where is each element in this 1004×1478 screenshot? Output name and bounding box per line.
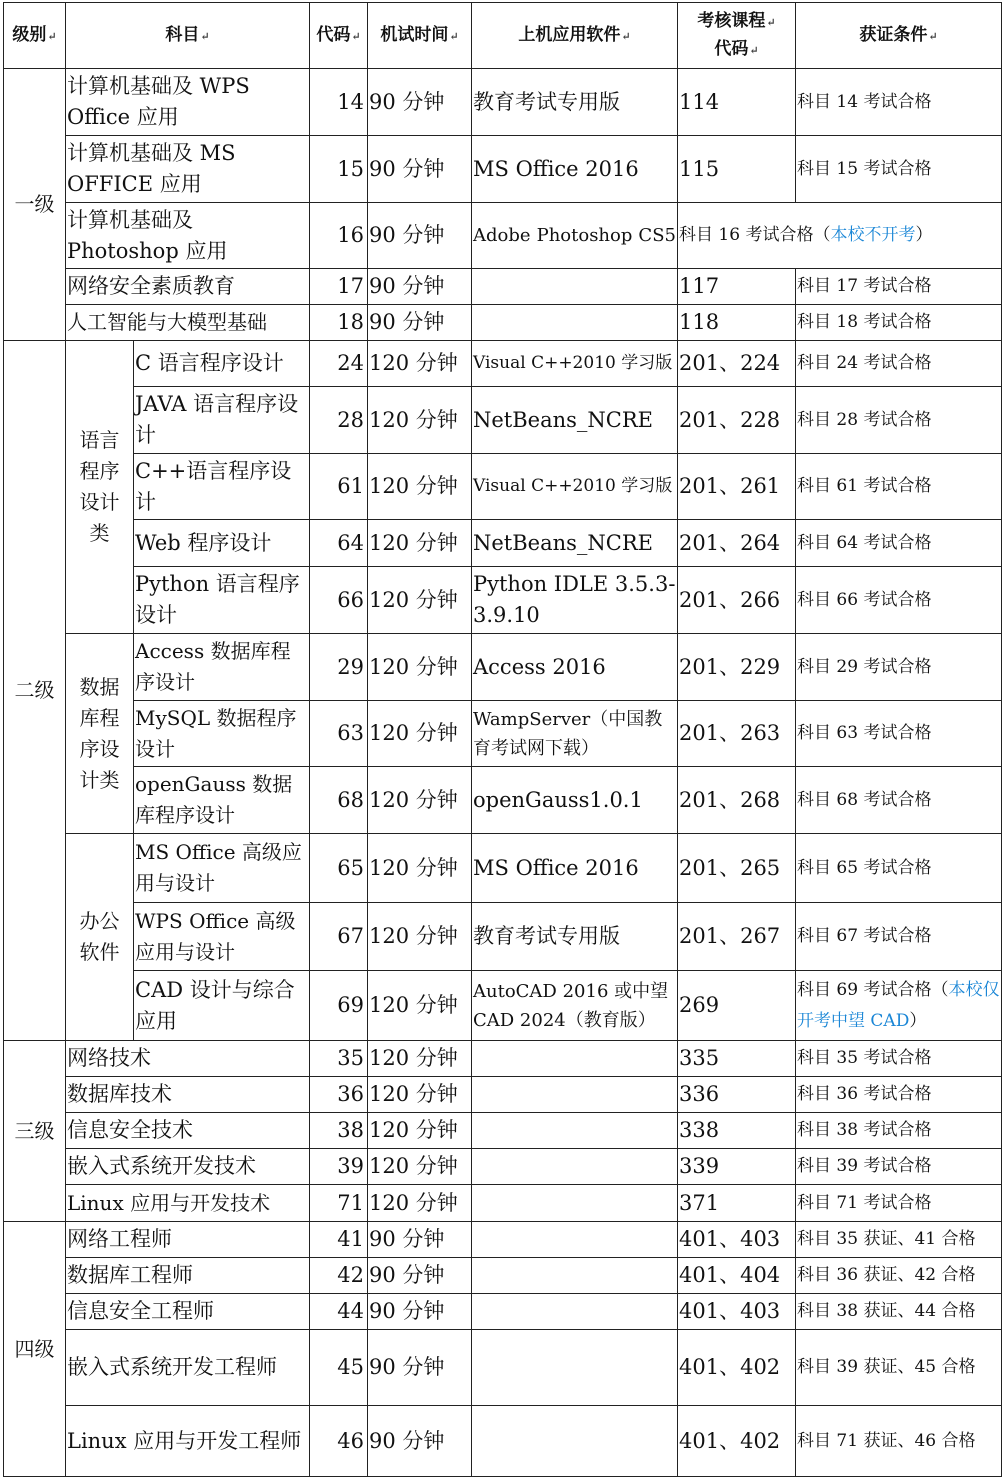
software-cell: 教育考试专用版 — [472, 69, 678, 136]
time-cell: 120 分钟 — [368, 767, 472, 834]
condition-cell: 科目 36 考试合格 — [796, 1077, 1002, 1113]
software-cell: MS Office 2016 — [472, 834, 678, 903]
exam-subject-table — [3, 2, 1002, 1477]
course-code-cell: 117 — [678, 269, 796, 305]
software-cell — [472, 1258, 678, 1294]
condition-note: 本校仅开考中望 CAD — [797, 979, 1000, 1031]
table-row — [4, 305, 1002, 341]
software-cell: Python IDLE 3.5.3-3.9.10 — [472, 567, 678, 634]
table-row — [4, 1406, 1002, 1477]
time-cell: 90 分钟 — [368, 269, 472, 305]
time-cell: 90 分钟 — [368, 136, 472, 203]
subject-cell: 网络安全素质教育 — [66, 269, 310, 305]
course-code-cell: 201、265 — [678, 834, 796, 903]
software-cell: NetBeans_NCRE — [472, 387, 678, 454]
subject-cell: C++语言程序设计 — [134, 454, 310, 520]
code-cell: 38 — [310, 1113, 368, 1149]
code-cell: 67 — [310, 903, 368, 971]
condition-cell: 科目 16 考试合格（本校不开考） — [678, 203, 1002, 269]
software-cell — [472, 1041, 678, 1077]
code-cell: 64 — [310, 520, 368, 567]
course-code-cell: 401、402 — [678, 1406, 796, 1477]
course-code-cell: 201、266 — [678, 567, 796, 634]
level-cell-2: 二级 — [4, 341, 66, 1041]
code-cell: 29 — [310, 634, 368, 701]
header-software: 上机应用软件↵ — [472, 3, 678, 69]
condition-cell: 科目 38 考试合格 — [796, 1113, 1002, 1149]
condition-cell: 科目 15 考试合格 — [796, 136, 1002, 203]
time-cell: 120 分钟 — [368, 454, 472, 520]
course-code-cell: 401、403 — [678, 1222, 796, 1258]
software-cell — [472, 1149, 678, 1185]
code-cell: 36 — [310, 1077, 368, 1113]
table-row — [4, 69, 1002, 136]
header-subject: 科目↵ — [66, 3, 310, 69]
software-cell: MS Office 2016 — [472, 136, 678, 203]
time-cell: 120 分钟 — [368, 1041, 472, 1077]
table-row — [4, 387, 1002, 454]
table-row — [4, 701, 1002, 767]
table-row — [4, 1185, 1002, 1222]
header-exam-time: 机试时间↵ — [368, 3, 472, 69]
software-cell — [472, 1294, 678, 1330]
subject-cell: C 语言程序设计 — [134, 341, 310, 387]
time-cell: 120 分钟 — [368, 520, 472, 567]
course-code-cell: 201、261 — [678, 454, 796, 520]
code-cell: 18 — [310, 305, 368, 341]
table-row — [4, 1041, 1002, 1077]
table-row — [4, 203, 1002, 269]
header-level: 级别↵ — [4, 3, 66, 69]
time-cell: 90 分钟 — [368, 305, 472, 341]
subject-cell: CAD 设计与综合应用 — [134, 971, 310, 1041]
table-row — [4, 1294, 1002, 1330]
course-code-cell: 114 — [678, 69, 796, 136]
condition-cell: 科目 64 考试合格 — [796, 520, 1002, 567]
subject-cell: 计算机基础及 Photoshop 应用 — [66, 203, 310, 269]
condition-cell: 科目 36 获证、42 合格 — [796, 1258, 1002, 1294]
code-cell: 14 — [310, 69, 368, 136]
condition-cell: 科目 29 考试合格 — [796, 634, 1002, 701]
course-code-cell: 401、404 — [678, 1258, 796, 1294]
software-cell: 教育考试专用版 — [472, 903, 678, 971]
table-row — [4, 136, 1002, 203]
table-row — [4, 767, 1002, 834]
code-cell: 68 — [310, 767, 368, 834]
condition-cell: 科目 39 获证、45 合格 — [796, 1330, 1002, 1406]
code-cell: 16 — [310, 203, 368, 269]
course-code-cell: 201、267 — [678, 903, 796, 971]
table-row — [4, 634, 1002, 701]
subject-cell: 数据库技术 — [66, 1077, 310, 1113]
table-row — [4, 971, 1002, 1041]
course-code-cell: 336 — [678, 1077, 796, 1113]
subject-cell: 计算机基础及 MS OFFICE 应用 — [66, 136, 310, 203]
subject-cell: WPS Office 高级应用与设计 — [134, 903, 310, 971]
subject-cell: Python 语言程序设计 — [134, 567, 310, 634]
subject-cell: 信息安全工程师 — [66, 1294, 310, 1330]
condition-cell: 科目 38 获证、44 合格 — [796, 1294, 1002, 1330]
table-row — [4, 1222, 1002, 1258]
code-cell: 41 — [310, 1222, 368, 1258]
time-cell: 90 分钟 — [368, 69, 472, 136]
code-cell: 39 — [310, 1149, 368, 1185]
software-cell — [472, 1185, 678, 1222]
time-cell: 120 分钟 — [368, 701, 472, 767]
table-row — [4, 341, 1002, 387]
condition-cell: 科目 71 获证、46 合格 — [796, 1406, 1002, 1477]
course-code-cell: 335 — [678, 1041, 796, 1077]
code-cell: 15 — [310, 136, 368, 203]
header-code: 代码↵ — [310, 3, 368, 69]
course-code-cell: 118 — [678, 305, 796, 341]
code-cell: 46 — [310, 1406, 368, 1477]
code-cell: 71 — [310, 1185, 368, 1222]
software-cell — [472, 1222, 678, 1258]
subject-cell: JAVA 语言程序设计 — [134, 387, 310, 454]
code-cell: 69 — [310, 971, 368, 1041]
table-row — [4, 454, 1002, 520]
subject-cell: 网络工程师 — [66, 1222, 310, 1258]
table-row — [4, 903, 1002, 971]
course-code-cell: 115 — [678, 136, 796, 203]
condition-cell: 科目 24 考试合格 — [796, 341, 1002, 387]
course-code-cell: 269 — [678, 971, 796, 1041]
group-cell-office: 办公软件 — [66, 834, 134, 1041]
table-row — [4, 1258, 1002, 1294]
group-cell-database: 数据库程序设计类 — [66, 634, 134, 834]
software-cell — [472, 305, 678, 341]
software-cell: Adobe Photoshop CS5 — [472, 203, 678, 269]
subject-cell: MySQL 数据程序设计 — [134, 701, 310, 767]
course-code-cell: 339 — [678, 1149, 796, 1185]
code-cell: 42 — [310, 1258, 368, 1294]
condition-cell: 科目 68 考试合格 — [796, 767, 1002, 834]
course-code-cell: 201、264 — [678, 520, 796, 567]
software-cell — [472, 1330, 678, 1406]
course-code-cell: 401、403 — [678, 1294, 796, 1330]
condition-cell: 科目 35 考试合格 — [796, 1041, 1002, 1077]
code-cell: 65 — [310, 834, 368, 903]
software-cell: Access 2016 — [472, 634, 678, 701]
subject-cell: Access 数据库程序设计 — [134, 634, 310, 701]
header-course-code: 考核课程↵ 代码↵ — [678, 3, 796, 69]
software-cell: openGauss1.0.1 — [472, 767, 678, 834]
condition-note: 本校不开考 — [830, 225, 916, 245]
subject-cell: openGauss 数据库程序设计 — [134, 767, 310, 834]
software-cell: Visual C++2010 学习版 — [472, 454, 678, 520]
software-cell — [472, 269, 678, 305]
condition-cell: 科目 14 考试合格 — [796, 69, 1002, 136]
condition-cell: 科目 35 获证、41 合格 — [796, 1222, 1002, 1258]
software-cell — [472, 1113, 678, 1149]
condition-cell: 科目 17 考试合格 — [796, 269, 1002, 305]
table-row — [4, 1330, 1002, 1406]
code-cell: 28 — [310, 387, 368, 454]
software-cell: AutoCAD 2016 或中望 CAD 2024（教育版） — [472, 971, 678, 1041]
subject-cell: 嵌入式系统开发技术 — [66, 1149, 310, 1185]
software-cell — [472, 1406, 678, 1477]
time-cell: 120 分钟 — [368, 834, 472, 903]
level-cell-3: 三级 — [4, 1041, 66, 1222]
condition-cell: 科目 66 考试合格 — [796, 567, 1002, 634]
code-cell: 66 — [310, 567, 368, 634]
software-cell: WampServer（中国教育考试网下载） — [472, 701, 678, 767]
code-cell: 24 — [310, 341, 368, 387]
header-row — [4, 3, 1002, 69]
level-cell-1: 一级 — [4, 69, 66, 341]
time-cell: 90 分钟 — [368, 1258, 472, 1294]
condition-cell: 科目 69 考试合格（本校仅开考中望 CAD） — [796, 971, 1002, 1041]
course-code-cell: 201、224 — [678, 341, 796, 387]
header-condition: 获证条件↵ — [796, 3, 1002, 69]
time-cell: 90 分钟 — [368, 1406, 472, 1477]
condition-cell: 科目 39 考试合格 — [796, 1149, 1002, 1185]
subject-cell: 计算机基础及 WPS Office 应用 — [66, 69, 310, 136]
condition-cell: 科目 67 考试合格 — [796, 903, 1002, 971]
code-cell: 35 — [310, 1041, 368, 1077]
subject-cell: 网络技术 — [66, 1041, 310, 1077]
time-cell: 120 分钟 — [368, 341, 472, 387]
subject-cell: Web 程序设计 — [134, 520, 310, 567]
course-code-cell: 201、263 — [678, 701, 796, 767]
time-cell: 90 分钟 — [368, 1222, 472, 1258]
subject-cell: Linux 应用与开发工程师 — [66, 1406, 310, 1477]
time-cell: 120 分钟 — [368, 1149, 472, 1185]
subject-cell: Linux 应用与开发技术 — [66, 1185, 310, 1222]
table-row — [4, 1077, 1002, 1113]
time-cell: 120 分钟 — [368, 634, 472, 701]
software-cell — [472, 1077, 678, 1113]
table-row — [4, 269, 1002, 305]
code-cell: 45 — [310, 1330, 368, 1406]
table-row — [4, 1113, 1002, 1149]
condition-cell: 科目 28 考试合格 — [796, 387, 1002, 454]
time-cell: 120 分钟 — [368, 1077, 472, 1113]
time-cell: 90 分钟 — [368, 203, 472, 269]
code-cell: 44 — [310, 1294, 368, 1330]
time-cell: 120 分钟 — [368, 1185, 472, 1222]
time-cell: 120 分钟 — [368, 387, 472, 454]
course-code-cell: 338 — [678, 1113, 796, 1149]
time-cell: 120 分钟 — [368, 903, 472, 971]
level-cell-4: 四级 — [4, 1222, 66, 1477]
subject-cell: MS Office 高级应用与设计 — [134, 834, 310, 903]
course-code-cell: 371 — [678, 1185, 796, 1222]
time-cell: 120 分钟 — [368, 567, 472, 634]
subject-cell: 数据库工程师 — [66, 1258, 310, 1294]
condition-cell: 科目 18 考试合格 — [796, 305, 1002, 341]
condition-cell: 科目 63 考试合格 — [796, 701, 1002, 767]
course-code-cell: 201、228 — [678, 387, 796, 454]
time-cell: 90 分钟 — [368, 1294, 472, 1330]
course-code-cell: 201、229 — [678, 634, 796, 701]
condition-cell: 科目 61 考试合格 — [796, 454, 1002, 520]
subject-cell: 人工智能与大模型基础 — [66, 305, 310, 341]
table-row — [4, 1149, 1002, 1185]
time-cell: 120 分钟 — [368, 971, 472, 1041]
code-cell: 63 — [310, 701, 368, 767]
subject-cell: 信息安全技术 — [66, 1113, 310, 1149]
condition-cell: 科目 71 考试合格 — [796, 1185, 1002, 1222]
software-cell: Visual C++2010 学习版 — [472, 341, 678, 387]
subject-cell: 嵌入式系统开发工程师 — [66, 1330, 310, 1406]
code-cell: 61 — [310, 454, 368, 520]
condition-cell: 科目 65 考试合格 — [796, 834, 1002, 903]
table-row — [4, 520, 1002, 567]
group-cell-language: 语言程序设计类 — [66, 341, 134, 634]
table-row — [4, 834, 1002, 903]
table-row — [4, 567, 1002, 634]
time-cell: 120 分钟 — [368, 1113, 472, 1149]
software-cell: NetBeans_NCRE — [472, 520, 678, 567]
course-code-cell: 201、268 — [678, 767, 796, 834]
course-code-cell: 401、402 — [678, 1330, 796, 1406]
code-cell: 17 — [310, 269, 368, 305]
time-cell: 90 分钟 — [368, 1330, 472, 1406]
